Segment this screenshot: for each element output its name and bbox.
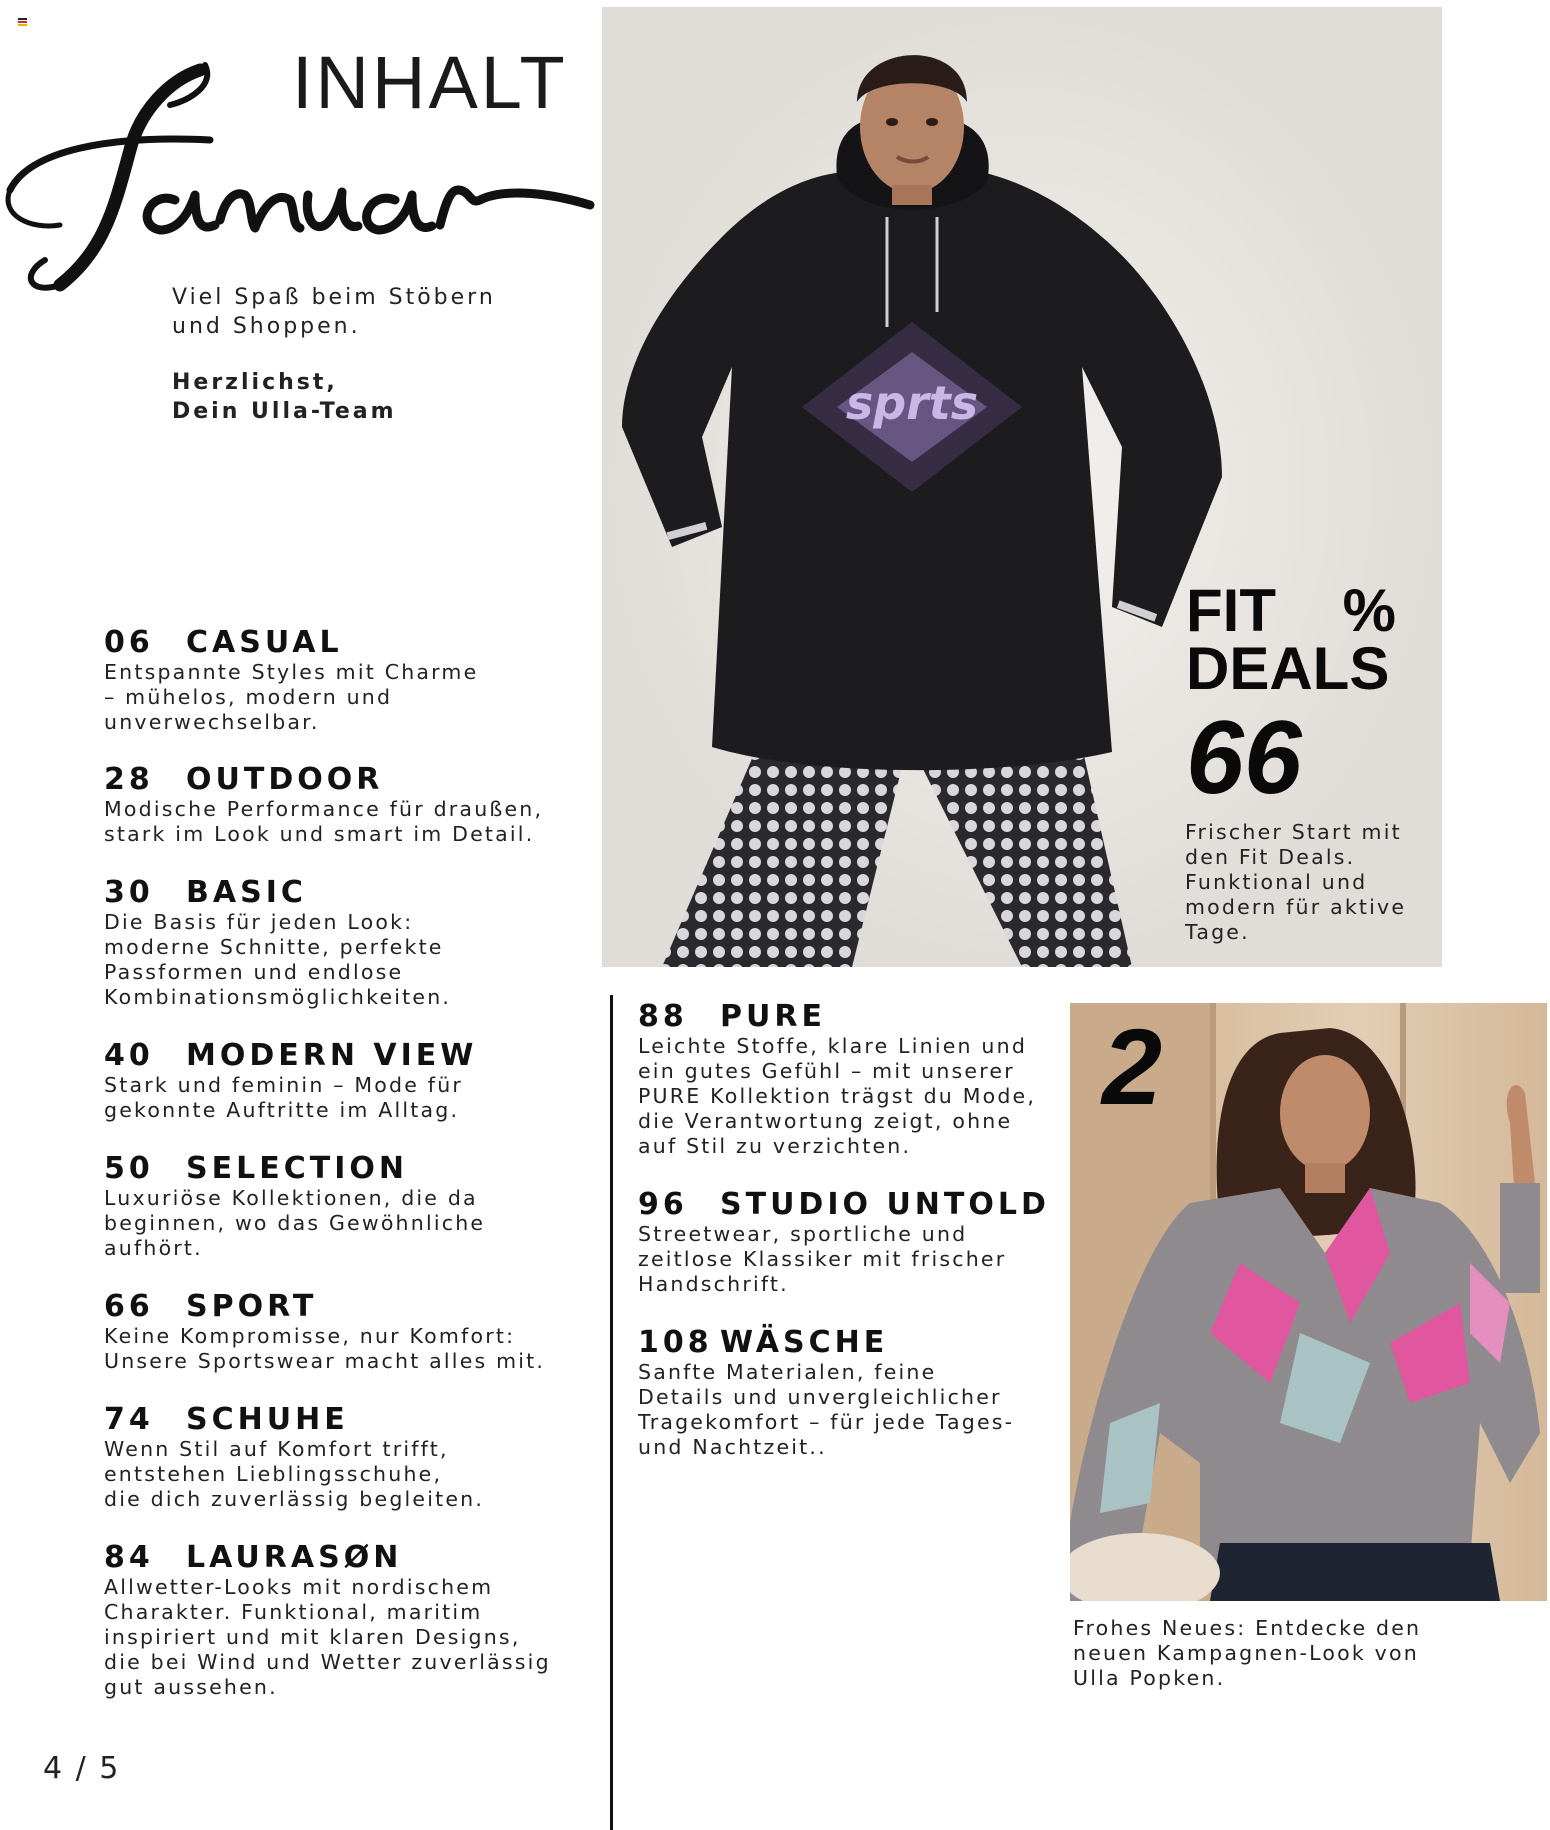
toc-page-number: 28	[104, 762, 154, 797]
toc-section-title: LAURASØN	[186, 1540, 403, 1575]
language-flag-icon[interactable]	[18, 18, 27, 25]
toc-section-title: OUTDOOR	[186, 762, 384, 797]
toc-section-description: Sanfte Materialen, feine Details und unvergleichlicher Tragekomfort – für jede Tages- und Nachtzeit..	[638, 1360, 1015, 1459]
pagination-indicator: 4 / 5	[43, 1751, 121, 1786]
toc-section-title: SPORT	[186, 1289, 318, 1324]
toc-section-description: Streetwear, sportliche und zeitlose Klassiker mit frischer Handschrift.	[638, 1222, 1007, 1296]
toc-section-title: MODERN VIEW	[186, 1038, 478, 1073]
page-title: INHALT	[292, 41, 568, 124]
toc-section-title: PURE	[720, 999, 826, 1034]
intro-greeting: Viel Spaß beim Stöbern und Shoppen.	[172, 285, 496, 339]
toc-section-description: Leichte Stoffe, klare Linien und ein gutes Gefühl – mit unserer PURE Kollektion trägst du Mode, die Verantwortung zeigt, ohne auf Stil zu verzichten.	[638, 1034, 1037, 1158]
fit-deals-page-number[interactable]: 66	[1186, 700, 1302, 816]
toc-section-description: Allwetter-Looks mit nordischem Charakter. Funktional, maritim inspiriert und mit klaren Designs, die bei Wind und Wetter zuverlässig gut aussehen.	[104, 1575, 551, 1699]
toc-section-title: STUDIO UNTOLD	[720, 1187, 1050, 1222]
month-script-lettering	[0, 40, 600, 310]
campaign-page-number[interactable]: 2	[1102, 1006, 1163, 1127]
toc-entry-outdoor[interactable]	[104, 763, 624, 847]
toc-page-number: 74	[104, 1402, 154, 1437]
toc-section-description: Die Basis für jeden Look: moderne Schnitte, perfekte Passformen und endlose Kombinationsmöglichkeiten.	[104, 910, 452, 1009]
toc-page-number: 84	[104, 1540, 154, 1575]
toc-section-description: Luxuriöse Kollektionen, die da beginnen, wo das Gewöhnliche aufhört.	[104, 1186, 486, 1260]
toc-page-number: 96	[638, 1187, 688, 1222]
toc-page-number: 108	[638, 1325, 713, 1360]
toc-entry-basic[interactable]	[104, 876, 624, 1010]
toc-section-title: SCHUHE	[186, 1402, 349, 1437]
toc-entry-sport[interactable]	[104, 1290, 624, 1374]
toc-entry-schuhe[interactable]	[104, 1403, 624, 1512]
toc-section-description: Stark und feminin – Mode für gekonnte Auftritte im Alltag.	[104, 1073, 464, 1122]
campaign-caption: Frohes Neues: Entdecke den neuen Kampagnen-Look von Ulla Popken.	[1073, 1616, 1422, 1690]
toc-section-description: Modische Performance für draußen, stark im Look und smart im Detail.	[104, 797, 544, 846]
toc-page-number: 30	[104, 875, 154, 910]
hoodie-print-text: sprts	[845, 376, 979, 430]
fit-deals-description: Frischer Start mit den Fit Deals. Funktional und modern für aktive Tage.	[1185, 820, 1407, 944]
toc-page-number: 06	[104, 625, 154, 660]
toc-entry-casual[interactable]	[104, 626, 624, 735]
intro-sign-off: Herzlichst, Dein Ulla-Team	[172, 370, 397, 424]
fit-deals-title: FIT % DEALS	[1186, 577, 1396, 702]
toc-entry-laurason[interactable]	[104, 1541, 624, 1700]
toc-entry-modern-view[interactable]	[104, 1039, 624, 1123]
toc-section-title: SELECTION	[186, 1151, 408, 1186]
toc-section-title: CASUAL	[186, 625, 343, 660]
toc-section-description: Wenn Stil auf Komfort trifft, entstehen Lieblingsschuhe, die dich zuverlässig begleiten.	[104, 1437, 485, 1511]
toc-page-number: 50	[104, 1151, 154, 1186]
column-divider	[610, 995, 613, 1830]
toc-page-number: 88	[638, 999, 688, 1034]
toc-section-title: BASIC	[186, 875, 307, 910]
toc-section-description: Entspannte Styles mit Charme – mühelos, modern und unverwechselbar.	[104, 660, 479, 734]
toc-section-title: WÄSCHE	[720, 1325, 889, 1360]
toc-section-description: Keine Kompromisse, nur Komfort: Unsere Sportswear macht alles mit.	[104, 1324, 546, 1373]
toc-entry-selection[interactable]	[104, 1152, 624, 1261]
toc-page-number: 66	[104, 1289, 154, 1324]
toc-page-number: 40	[104, 1038, 154, 1073]
